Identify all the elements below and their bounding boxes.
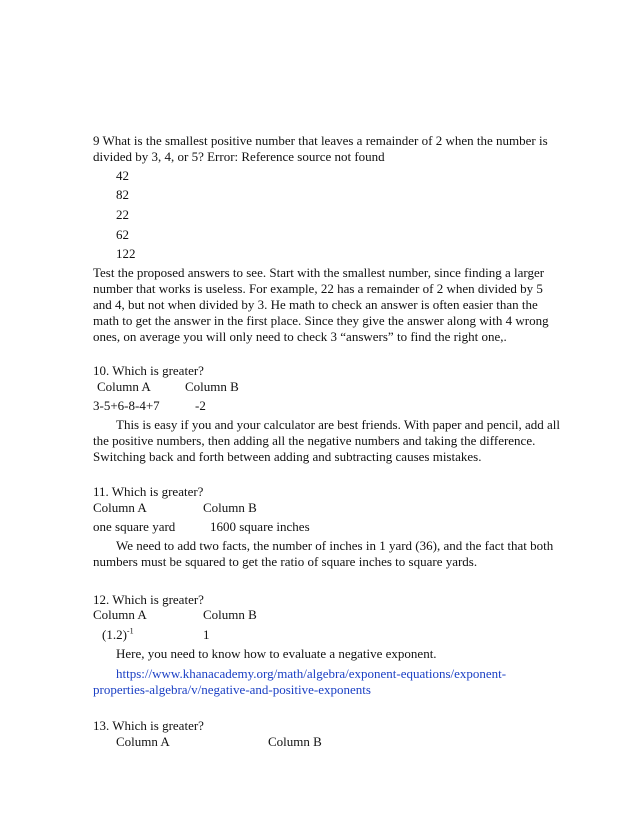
q12-column-a-header: Column A	[93, 607, 147, 622]
q12-base: (1.2)	[102, 627, 127, 642]
q9-option: 62	[116, 227, 129, 242]
q11-column-b-header: Column B	[203, 500, 257, 515]
q10-column-b-header: Column B	[185, 379, 239, 394]
q10-explanation-line: Switching back and forth between adding and subtracting causes mistakes.	[93, 449, 482, 464]
q11-column-a-value: one square yard	[93, 519, 176, 534]
q10-column-b-value: -2	[195, 398, 206, 413]
q9-option: 22	[116, 207, 129, 222]
q9-explanation-line: number that works is useless. For example, 22 has a remainder of 2 when divided by 5	[93, 281, 543, 296]
q10-question: 10. Which is greater?	[93, 363, 204, 378]
q9-explanation-line: math to get the answer in the first place. Since they give the answer along with 4 wrong	[93, 313, 549, 328]
q9-option: 82	[116, 187, 129, 202]
q12-exponent: -1	[126, 626, 134, 636]
q9-explanation-line: ones, on average you will only need to check 3 “answers” to find the right one,.	[93, 329, 507, 344]
q9-question-line2: divided by 3, 4, or 5? Error: Reference source not found	[93, 149, 385, 164]
q10-explanation-line: This is easy if you and your calculator are best friends. With paper and pencil, add all	[116, 417, 560, 432]
q10-column-a-value: 3-5+6-8-4+7	[93, 398, 160, 413]
q11-explanation-line: We need to add two facts, the number of inches in 1 yard (36), and the fact that both	[116, 538, 554, 553]
q9-option: 122	[116, 246, 136, 261]
q11-column-b-value: 1600 square inches	[210, 519, 310, 534]
q11-explanation-line: numbers must be squared to get the ratio of square inches to square yards.	[93, 554, 478, 569]
q9-option: 42	[116, 168, 129, 183]
q12-question: 12. Which is greater?	[93, 592, 204, 607]
q12-column-b-header: Column B	[203, 607, 257, 622]
q10-explanation-line: the positive numbers, then adding all the negative numbers and taking the difference.	[93, 433, 536, 448]
q9-explanation-line: and 4, but not when divided by 3. He math to check an answer is often easier than the	[93, 297, 538, 312]
q13-question: 13. Which is greater?	[93, 718, 204, 733]
q13-column-b-header: Column B	[268, 734, 322, 749]
q9-question-line1: 9 What is the smallest positive number that leaves a remainder of 2 when the number is	[93, 133, 548, 148]
q13-column-a-header: Column A	[116, 734, 170, 749]
q9-explanation-line: Test the proposed answers to see. Start with the smallest number, since finding a larger	[93, 265, 545, 280]
q12-explanation: Here, you need to know how to evaluate a negative exponent.	[116, 646, 437, 661]
q11-column-a-header: Column A	[93, 500, 147, 515]
q12-link-line2[interactable]: properties-algebra/v/negative-and-positive-exponents	[93, 682, 371, 697]
q10-column-a-header: Column A	[97, 379, 151, 394]
q11-question: 11. Which is greater?	[93, 484, 204, 499]
q12-link-line1[interactable]: https://www.khanacademy.org/math/algebra/exponent-equations/exponent-	[116, 666, 507, 681]
q12-column-b-value: 1	[203, 627, 210, 642]
q12-column-a-value	[102, 627, 134, 643]
